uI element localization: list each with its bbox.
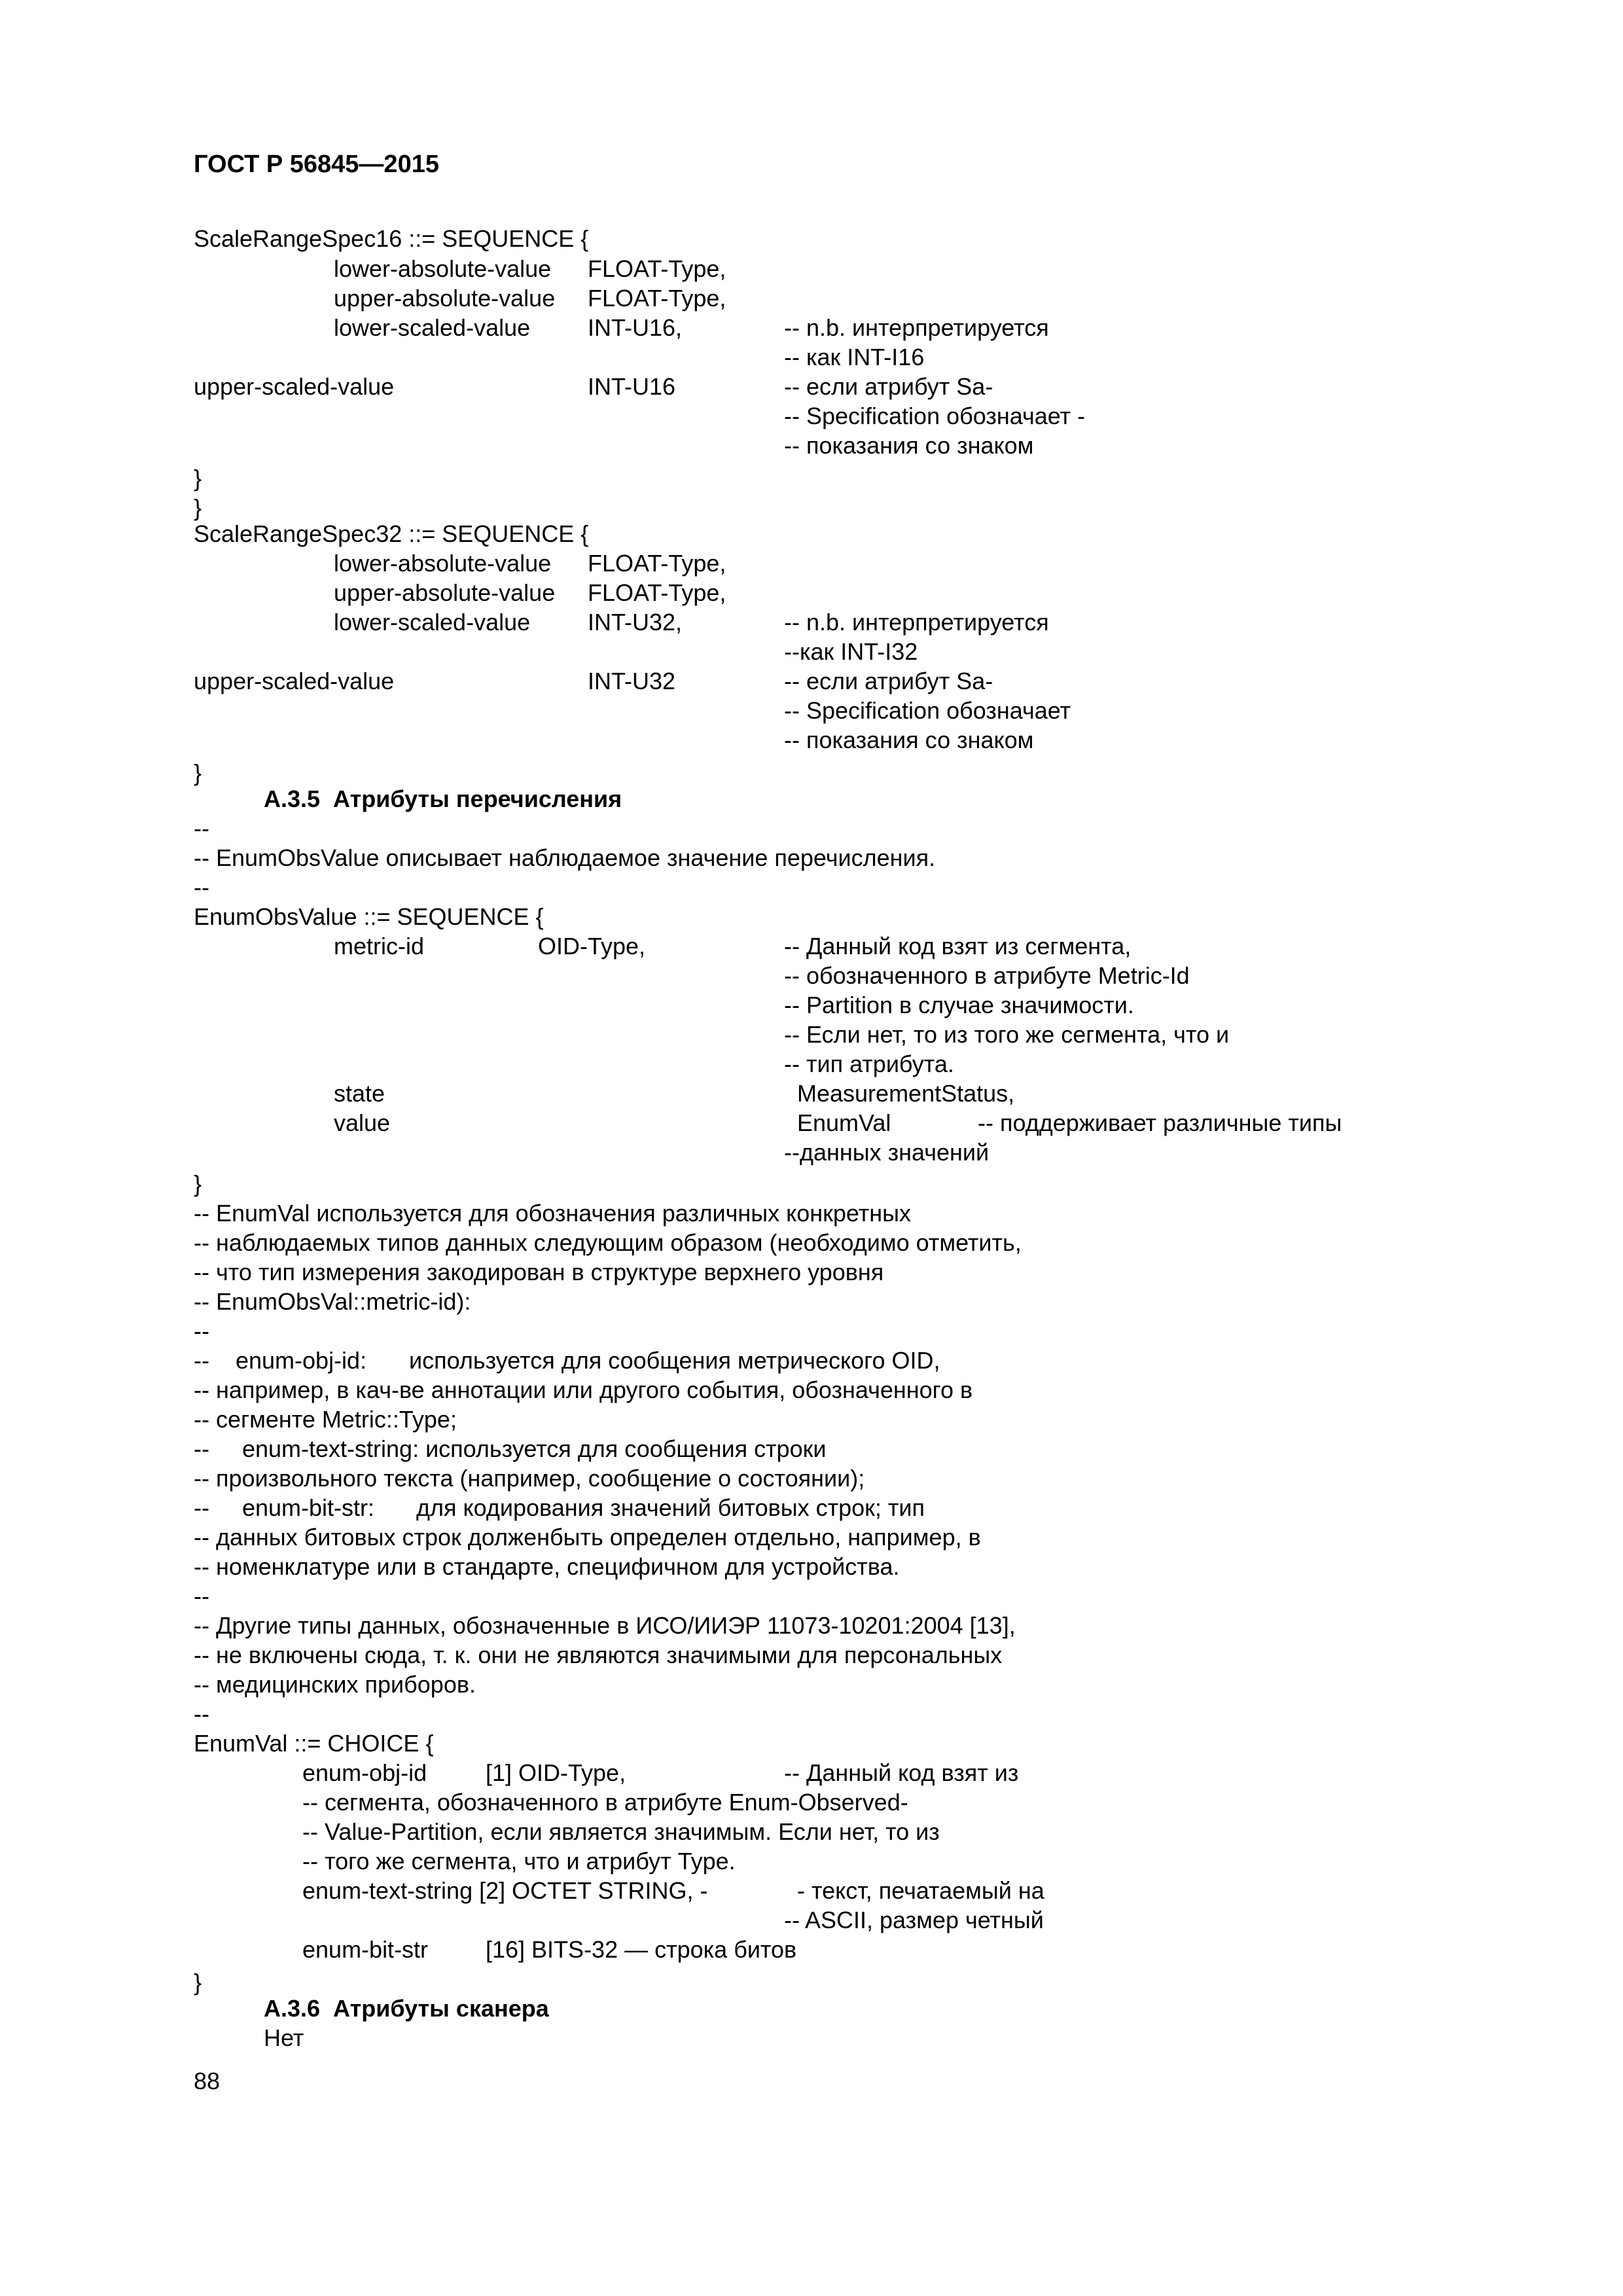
code-line-text: - текст, печатаемый на [797,1877,1044,1904]
code-line-text: -- не включены сюда, т. к. они не являются значимыми для персональных [194,1641,1003,1668]
code-line-text: -- номенклатуре или в стандарте, специфичном для устройства. [194,1553,900,1580]
code-line-text: -- сегменте Metric::Type; [194,1406,457,1433]
code-line-text: -- Specification обозначает - [784,403,1086,429]
code-line-text: -- Если нет, то из того же сегмента, что и [784,1021,1230,1048]
code-line-text: value [334,1109,391,1136]
code-line-text: Нет [264,2024,304,2051]
code-line-text: EnumObsValue ::= SEQUENCE { [194,903,544,930]
code-line-text: FLOAT-Type, [588,285,726,312]
code-line-text: для кодирования значений битовых строк; тип [416,1494,925,1521]
document-header: ГОСТ Р 56845—2015 [194,151,439,178]
code-line-text: -- Specification обозначает [784,697,1071,724]
code-line-text: -- показания со знаком [784,726,1034,753]
code-line-text: ScaleRangeSpec32 ::= SEQUENCE { [194,520,589,547]
code-line-text: OID-Type, [538,933,646,960]
code-line-text: INT-U16, [588,314,683,341]
code-line-text: -- Данный код взят из сегмента, [784,933,1132,960]
code-line-text: -- что тип измерения закодирован в структуре верхнего уровня [194,1259,884,1285]
code-line-text: FLOAT-Type, [588,255,726,282]
code-line-text: -- ASCII, размер четный [784,1907,1044,1933]
code-line-text: -- Данный код взят из [784,1759,1019,1786]
code-line-text: -- поддерживает различные типы [978,1109,1342,1136]
code-line-text: -- тип атрибута. [784,1050,954,1077]
code-line-text: -- данных битовых строк долженбыть определен отдельно, например, в [194,1524,981,1551]
code-line-text: INT-U16 [588,373,676,400]
code-line-text: INT-U32, [588,609,683,636]
code-line-text: -- обозначенного в атрибуте Metric-Id [784,962,1190,989]
code-line-text: -- enum-obj-id: [194,1347,367,1374]
code-line-text: EnumVal ::= CHOICE { [194,1730,434,1757]
code-line-text: -- [194,874,209,901]
code-line-text: enum-text-string [2] OCTET STRING, - [302,1877,708,1904]
code-line-text: [16] BITS-32 — строка битов [486,1936,797,1963]
code-line-text: -- enum-bit-str: [194,1494,375,1521]
code-line-text: -- если атрибут Sa- [784,668,993,694]
code-line-text: -- того же сегмента, что и атрибут Type. [302,1848,736,1874]
code-line-text: upper-absolute-value [334,579,556,606]
code-line-text: lower-scaled-value [334,314,531,341]
code-line-text: -- [194,1583,209,1609]
code-line-text: } [194,465,202,492]
code-line-text: lower-absolute-value [334,550,552,577]
code-line-text: -- Value-Partition, если является значимым. Если нет, то из [302,1818,940,1845]
code-line-text: ScaleRangeSpec16 ::= SEQUENCE { [194,225,589,252]
code-line-text: FLOAT-Type, [588,579,726,606]
code-line-text: -- n.b. интерпретируется [784,609,1049,636]
code-line-text: lower-scaled-value [334,609,531,636]
code-line-text: state [334,1080,385,1107]
code-line-text: -- наблюдаемых типов данных следующим образом (необходимо отметить, [194,1229,1022,1256]
code-line-text: -- [194,815,209,842]
code-line-text: -- если атрибут Sa- [784,373,993,400]
code-line-text: -- EnumObsValue описывает наблюдаемое значение перечисления. [194,844,936,871]
code-line-text: -- EnumVal используется для обозначения различных конкретных [194,1200,911,1227]
code-line-text: enum-bit-str [302,1936,429,1963]
code-line-text: -- [194,1700,209,1727]
code-line-text: lower-absolute-value [334,255,552,282]
code-line-text: EnumVal [797,1109,891,1136]
code-line-text: enum-obj-id [302,1759,427,1786]
code-line-text: metric-id [334,933,425,960]
code-line-text: -- Другие типы данных, обозначенные в ИСО/ИИЭР 11073-10201:2004 [13], [194,1612,1016,1639]
page-number: 88 [194,2068,221,2094]
code-line-text: upper-scaled-value [194,668,395,694]
code-line-text: -- произвольного текста (например, сообщение о состоянии); [194,1465,865,1492]
code-line-text: --как INT-I32 [784,638,918,665]
code-line-text: } [194,759,202,786]
code-line-text: -- enum-text-string: используется для сообщения строки [194,1435,827,1462]
code-line-text: } [194,1969,202,1996]
code-line-text: -- например, в кач-ве аннотации или другого события, обозначенного в [194,1376,973,1403]
code-line-text: upper-absolute-value [334,285,556,312]
section-heading: А.3.6 Атрибуты сканера [264,1995,549,2022]
code-line-text: -- [194,1318,209,1344]
code-line-text: используется для сообщения метрического OID, [409,1347,940,1374]
code-line-text: FLOAT-Type, [588,550,726,577]
code-line-text: upper-scaled-value [194,373,395,400]
section-heading: А.3.5 Атрибуты перечисления [264,785,622,812]
code-line-text: -- n.b. интерпретируется [784,314,1049,341]
code-line-text: } [194,494,202,521]
code-line-text: -- EnumObsVal::metric-id): [194,1288,471,1315]
code-line-text: MeasurementStatus, [797,1080,1015,1107]
code-line-text: -- показания со знаком [784,432,1034,459]
code-line-text: -- медицинских приборов. [194,1671,476,1698]
code-line-text: -- сегмента, обозначенного в атрибуте Enum-Observed- [302,1789,908,1816]
code-line-text: } [194,1170,202,1197]
code-line-text: INT-U32 [588,668,676,694]
code-line-text: -- как INT-I16 [784,344,925,370]
code-line-text: -- Partition в случае значимости. [784,992,1134,1018]
code-line-text: --данных значений [784,1139,990,1166]
code-line-text: [1] OID-Type, [486,1759,626,1786]
